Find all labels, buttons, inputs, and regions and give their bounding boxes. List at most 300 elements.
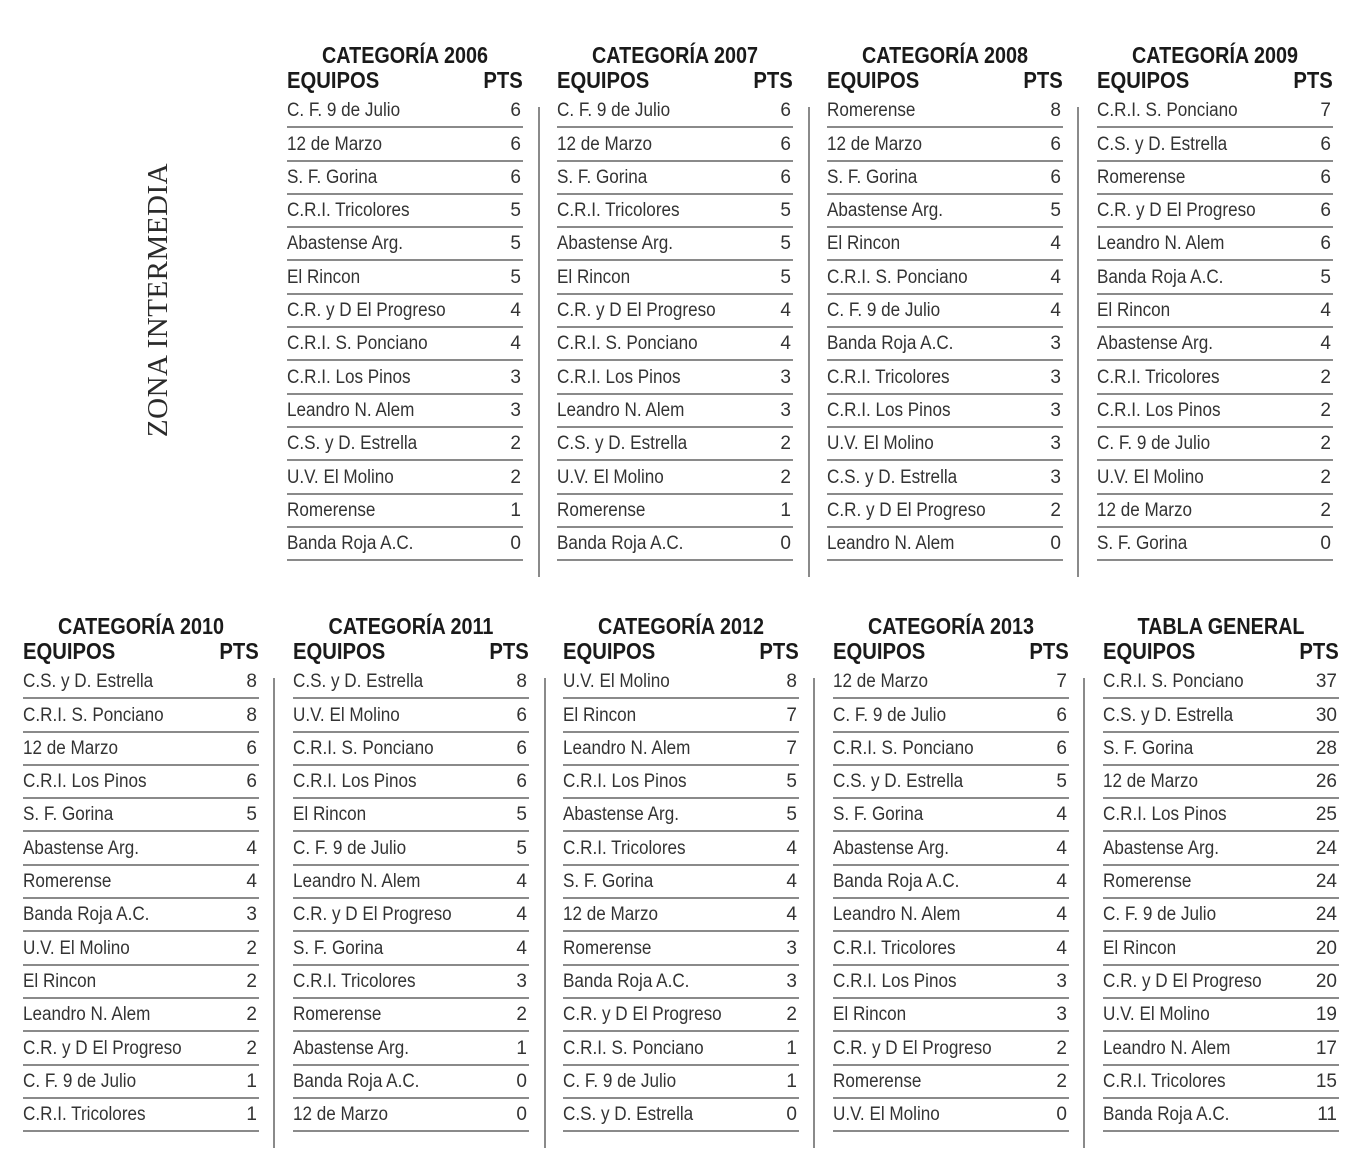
- table-row: [23, 966, 259, 999]
- table-row: [287, 361, 523, 394]
- table-title: TABLA GENERAL: [1137, 613, 1305, 639]
- team-points: 2: [786, 1004, 797, 1026]
- team-points: 6: [1056, 737, 1067, 759]
- team-points: 2: [510, 466, 521, 488]
- team-points: 6: [1320, 200, 1331, 222]
- column-header-pts: PTS: [219, 638, 259, 664]
- team-name: C.R. y D El Progreso: [293, 904, 452, 926]
- table-row: [287, 461, 523, 494]
- team-points: 1: [246, 1104, 257, 1126]
- team-points: 4: [510, 300, 521, 322]
- team-points: 17: [1315, 1037, 1337, 1059]
- table-row: [1097, 95, 1333, 128]
- team-points: 8: [1050, 100, 1061, 122]
- team-name: Banda Roja A.C.: [563, 970, 690, 992]
- team-name: Banda Roja A.C.: [1103, 1104, 1230, 1126]
- team-points: 3: [510, 366, 521, 388]
- team-points: 19: [1315, 1004, 1337, 1026]
- table-row: [827, 328, 1063, 361]
- team-name: U.V. El Molino: [1097, 466, 1204, 488]
- team-name: U.V. El Molino: [827, 433, 934, 455]
- table-row: [293, 899, 529, 932]
- team-name: El Rincon: [557, 266, 631, 288]
- team-name: Leandro N. Alem: [563, 737, 691, 759]
- table-row: [293, 733, 529, 766]
- table-row: [557, 295, 793, 328]
- table-row: [557, 461, 793, 494]
- team-name: 12 de Marzo: [827, 133, 923, 155]
- table-row: [287, 295, 523, 328]
- table-row: [287, 528, 523, 561]
- team-name: S. F. Gorina: [23, 804, 114, 826]
- table-row: [833, 866, 1069, 899]
- team-points: 5: [786, 804, 797, 826]
- team-points: 2: [1056, 1037, 1067, 1059]
- team-points: 4: [516, 937, 527, 959]
- team-name: Romerense: [827, 100, 916, 122]
- table-row: [1103, 832, 1339, 865]
- table-row: [563, 1066, 799, 1099]
- table-row: [563, 766, 799, 799]
- team-points: 30: [1315, 704, 1337, 726]
- separator-line: [273, 678, 275, 1148]
- team-points: 2: [1320, 399, 1331, 421]
- team-points: 4: [1050, 266, 1061, 288]
- team-name: Abastense Arg.: [287, 233, 403, 255]
- table-row: [23, 999, 259, 1032]
- team-name: C.R.I. S. Ponciano: [23, 704, 164, 726]
- team-points: 2: [1050, 499, 1061, 521]
- team-name: C.R.I. Los Pinos: [557, 366, 681, 388]
- team-name: 12 de Marzo: [293, 1104, 389, 1126]
- table-row: [557, 428, 793, 461]
- team-name: S. F. Gorina: [833, 804, 924, 826]
- team-name: C. F. 9 de Julio: [557, 100, 671, 122]
- team-name: 12 de Marzo: [287, 133, 383, 155]
- table-row: [293, 832, 529, 865]
- team-points: 6: [1050, 133, 1061, 155]
- table-body: [1103, 666, 1339, 1132]
- team-points: 5: [1056, 771, 1067, 793]
- table-row: [563, 932, 799, 965]
- team-name: C.R. y D El Progreso: [563, 1004, 722, 1026]
- team-name: Romerense: [1097, 166, 1186, 188]
- team-points: 28: [1315, 737, 1337, 759]
- team-points: 6: [1056, 704, 1067, 726]
- team-points: 8: [516, 671, 527, 693]
- table-title: CATEGORÍA 2009: [1132, 42, 1298, 68]
- team-points: 5: [510, 233, 521, 255]
- team-name: C.S. y D. Estrella: [557, 433, 688, 455]
- table-row: [293, 1032, 529, 1065]
- team-name: C.S. y D. Estrella: [563, 1104, 694, 1126]
- zone-label: ZONA INTERMEDIA: [142, 162, 174, 438]
- table-row: [833, 999, 1069, 1032]
- team-points: 4: [780, 333, 791, 355]
- team-points: 11: [1317, 1104, 1337, 1126]
- team-points: 20: [1315, 970, 1337, 992]
- separator-line: [1083, 678, 1085, 1148]
- table-row: [827, 495, 1063, 528]
- team-points: 6: [780, 100, 791, 122]
- table-row: [1097, 428, 1333, 461]
- team-name: El Rincon: [293, 804, 367, 826]
- team-points: 2: [246, 1004, 257, 1026]
- team-points: 4: [246, 837, 257, 859]
- team-points: 0: [510, 533, 521, 555]
- team-points: 6: [516, 704, 527, 726]
- team-name: C.R.I. S. Ponciano: [557, 333, 698, 355]
- table-body: [827, 95, 1063, 561]
- table-row: [23, 766, 259, 799]
- team-name: El Rincon: [23, 970, 97, 992]
- team-points: 4: [246, 871, 257, 893]
- table-title: CATEGORÍA 2012: [598, 613, 764, 639]
- column-header-equipos: EQUIPOS: [563, 638, 656, 664]
- table-row: [23, 799, 259, 832]
- table-row: [827, 361, 1063, 394]
- table-row: [833, 899, 1069, 932]
- team-name: C. F. 9 de Julio: [293, 837, 407, 859]
- table-row: [563, 1032, 799, 1065]
- table-row: [833, 766, 1069, 799]
- team-name: Leandro N. Alem: [287, 399, 415, 421]
- team-points: 3: [786, 937, 797, 959]
- table-row: [287, 261, 523, 294]
- team-points: 1: [246, 1070, 257, 1092]
- team-points: 3: [516, 970, 527, 992]
- team-points: 4: [786, 837, 797, 859]
- team-name: S. F. Gorina: [1097, 533, 1188, 555]
- team-points: 3: [1050, 433, 1061, 455]
- team-name: 12 de Marzo: [1103, 771, 1199, 793]
- team-name: S. F. Gorina: [287, 166, 378, 188]
- table-row: [557, 528, 793, 561]
- team-points: 6: [780, 166, 791, 188]
- team-name: S. F. Gorina: [827, 166, 918, 188]
- table-row: [557, 195, 793, 228]
- table-row: [1097, 495, 1333, 528]
- team-name: C.R.I. Tricolores: [287, 200, 410, 222]
- team-points: 2: [1320, 466, 1331, 488]
- table-row: [1103, 899, 1339, 932]
- team-name: C.R.I. Los Pinos: [287, 366, 411, 388]
- table-row: [833, 666, 1069, 699]
- table-row: [23, 832, 259, 865]
- team-name: Romerense: [557, 499, 646, 521]
- table-row: [1097, 128, 1333, 161]
- team-points: 6: [246, 737, 257, 759]
- table-row: [23, 1032, 259, 1065]
- team-points: 4: [1056, 937, 1067, 959]
- team-name: U.V. El Molino: [557, 466, 664, 488]
- team-points: 0: [516, 1104, 527, 1126]
- table-row: [833, 799, 1069, 832]
- team-name: C.R. y D El Progreso: [827, 499, 986, 521]
- team-name: C.R. y D El Progreso: [557, 300, 716, 322]
- team-points: 3: [1056, 1004, 1067, 1026]
- team-points: 3: [780, 366, 791, 388]
- team-points: 6: [1320, 233, 1331, 255]
- table-row: [23, 699, 259, 732]
- team-points: 7: [786, 704, 797, 726]
- table-title: CATEGORÍA 2011: [328, 613, 494, 639]
- team-points: 6: [780, 133, 791, 155]
- team-name: Leandro N. Alem: [23, 1004, 151, 1026]
- team-name: C.R.I. Los Pinos: [563, 771, 687, 793]
- table-row: [1103, 966, 1339, 999]
- separator-line: [1077, 107, 1079, 577]
- team-name: Romerense: [833, 1070, 922, 1092]
- team-name: C.R.I. Tricolores: [563, 837, 686, 859]
- team-points: 2: [1320, 433, 1331, 455]
- team-points: 3: [1050, 333, 1061, 355]
- table-row: [833, 832, 1069, 865]
- team-points: 8: [246, 704, 257, 726]
- team-name: C.R.I. Tricolores: [23, 1104, 146, 1126]
- table-row: [293, 799, 529, 832]
- team-points: 4: [1056, 804, 1067, 826]
- team-points: 20: [1315, 937, 1337, 959]
- team-name: C.R.I. S. Ponciano: [563, 1037, 704, 1059]
- table-row: [833, 1099, 1069, 1132]
- team-name: Romerense: [23, 871, 112, 893]
- column-header-pts: PTS: [1299, 638, 1339, 664]
- table-row: [1103, 1099, 1339, 1132]
- team-name: Romerense: [293, 1004, 382, 1026]
- team-name: S. F. Gorina: [563, 871, 654, 893]
- team-points: 4: [1320, 300, 1331, 322]
- column-header-equipos: EQUIPOS: [23, 638, 116, 664]
- team-name: C. F. 9 de Julio: [827, 300, 941, 322]
- table-header: [833, 637, 1069, 665]
- team-points: 4: [510, 333, 521, 355]
- team-name: Leandro N. Alem: [833, 904, 961, 926]
- table-row: [23, 899, 259, 932]
- team-name: C.R.I. Los Pinos: [1097, 399, 1221, 421]
- team-points: 0: [780, 533, 791, 555]
- team-points: 4: [780, 300, 791, 322]
- table-row: [23, 1099, 259, 1132]
- table-row: [287, 195, 523, 228]
- team-name: Leandro N. Alem: [827, 533, 955, 555]
- team-points: 6: [1320, 133, 1331, 155]
- team-points: 8: [246, 671, 257, 693]
- team-name: C.S. y D. Estrella: [1103, 704, 1234, 726]
- team-points: 1: [786, 1037, 797, 1059]
- table-row: [557, 228, 793, 261]
- table-row: [293, 1066, 529, 1099]
- team-points: 4: [1056, 904, 1067, 926]
- team-name: U.V. El Molino: [23, 937, 130, 959]
- table-row: [557, 95, 793, 128]
- team-points: 4: [1050, 300, 1061, 322]
- column-header-equipos: EQUIPOS: [287, 67, 380, 93]
- team-points: 4: [1056, 871, 1067, 893]
- table-row: [557, 162, 793, 195]
- team-name: U.V. El Molino: [1103, 1004, 1210, 1026]
- table-row: [293, 866, 529, 899]
- team-points: 24: [1315, 837, 1337, 859]
- table-row: [833, 1032, 1069, 1065]
- team-name: 12 de Marzo: [833, 671, 929, 693]
- team-name: U.V. El Molino: [293, 704, 400, 726]
- table-row: [557, 361, 793, 394]
- team-points: 5: [510, 200, 521, 222]
- table-row: [1097, 528, 1333, 561]
- table-row: [287, 228, 523, 261]
- table-header: [23, 637, 259, 665]
- separator-line: [544, 678, 546, 1148]
- table-row: [1097, 162, 1333, 195]
- table-row: [293, 1099, 529, 1132]
- team-name: C.R.I. Tricolores: [1103, 1070, 1226, 1092]
- column-header-pts: PTS: [759, 638, 799, 664]
- table-header: [287, 66, 523, 94]
- team-name: C.R.I. S. Ponciano: [827, 266, 968, 288]
- table-row: [1103, 766, 1339, 799]
- table-row: [1097, 261, 1333, 294]
- table-row: [827, 528, 1063, 561]
- table-row: [293, 999, 529, 1032]
- team-points: 5: [516, 837, 527, 859]
- table-row: [557, 495, 793, 528]
- column-header-equipos: EQUIPOS: [827, 67, 920, 93]
- table-row: [293, 966, 529, 999]
- table-row: [827, 461, 1063, 494]
- column-header-pts: PTS: [1293, 67, 1333, 93]
- team-points: 2: [780, 433, 791, 455]
- team-name: C.R.I. S. Ponciano: [833, 737, 974, 759]
- team-points: 3: [510, 399, 521, 421]
- team-points: 3: [1050, 366, 1061, 388]
- table-row: [287, 495, 523, 528]
- team-points: 4: [1056, 837, 1067, 859]
- table-row: [1097, 228, 1333, 261]
- team-name: Abastense Arg.: [293, 1037, 409, 1059]
- team-name: 12 de Marzo: [23, 737, 119, 759]
- table-row: [827, 395, 1063, 428]
- table-row: [1103, 666, 1339, 699]
- table-row: [293, 932, 529, 965]
- team-name: C.R.I. Los Pinos: [1103, 804, 1227, 826]
- column-header-equipos: EQUIPOS: [1097, 67, 1190, 93]
- team-name: C.R. y D El Progreso: [1103, 970, 1262, 992]
- table-row: [1097, 328, 1333, 361]
- column-header-pts: PTS: [753, 67, 793, 93]
- table-row: [833, 699, 1069, 732]
- table-row: [1103, 999, 1339, 1032]
- team-name: C.R. y D El Progreso: [1097, 200, 1256, 222]
- table-body: [563, 666, 799, 1132]
- team-points: 3: [1056, 970, 1067, 992]
- team-points: 5: [786, 771, 797, 793]
- team-points: 5: [1050, 200, 1061, 222]
- table-header: [1103, 637, 1339, 665]
- team-points: 5: [516, 804, 527, 826]
- team-name: U.V. El Molino: [833, 1104, 940, 1126]
- table-row: [287, 95, 523, 128]
- table-header: [563, 637, 799, 665]
- table-body: [293, 666, 529, 1132]
- team-name: C.R.I. Tricolores: [557, 200, 680, 222]
- table-row: [23, 866, 259, 899]
- column-header-equipos: EQUIPOS: [1103, 638, 1196, 664]
- team-points: 4: [786, 904, 797, 926]
- team-name: C.R.I. Tricolores: [827, 366, 950, 388]
- team-points: 15: [1315, 1070, 1337, 1092]
- team-name: C.S. y D. Estrella: [293, 671, 424, 693]
- table-header: [1097, 66, 1333, 94]
- team-points: 2: [1056, 1070, 1067, 1092]
- team-name: Abastense Arg.: [827, 200, 943, 222]
- team-name: C.R.I. Los Pinos: [23, 771, 147, 793]
- team-points: 1: [516, 1037, 527, 1059]
- table-title: CATEGORÍA 2008: [862, 42, 1028, 68]
- team-name: C. F. 9 de Julio: [833, 704, 947, 726]
- table-row: [1103, 866, 1339, 899]
- team-points: 1: [786, 1070, 797, 1092]
- team-name: Leandro N. Alem: [557, 399, 685, 421]
- team-points: 5: [246, 804, 257, 826]
- team-points: 1: [510, 499, 521, 521]
- team-name: C. F. 9 de Julio: [287, 100, 401, 122]
- team-name: Leandro N. Alem: [293, 871, 421, 893]
- separator-line: [538, 107, 540, 577]
- team-name: Leandro N. Alem: [1103, 1037, 1231, 1059]
- table-row: [827, 428, 1063, 461]
- team-name: C.R.I. Los Pinos: [827, 399, 951, 421]
- team-points: 2: [1320, 366, 1331, 388]
- column-header-equipos: EQUIPOS: [833, 638, 926, 664]
- team-points: 4: [786, 871, 797, 893]
- team-name: U.V. El Molino: [287, 466, 394, 488]
- team-points: 37: [1315, 671, 1337, 693]
- table-row: [833, 1066, 1069, 1099]
- table-row: [287, 328, 523, 361]
- table-row: [1103, 1066, 1339, 1099]
- table-row: [287, 395, 523, 428]
- table-row: [23, 1066, 259, 1099]
- team-name: 12 de Marzo: [563, 904, 659, 926]
- table-title: CATEGORÍA 2007: [592, 42, 758, 68]
- team-name: C.S. y D. Estrella: [287, 433, 418, 455]
- team-name: S. F. Gorina: [557, 166, 648, 188]
- table-row: [833, 966, 1069, 999]
- table-row: [23, 932, 259, 965]
- table-row: [557, 261, 793, 294]
- team-points: 0: [786, 1104, 797, 1126]
- team-name: Romerense: [1103, 871, 1192, 893]
- team-name: Abastense Arg.: [563, 804, 679, 826]
- table-row: [563, 1099, 799, 1132]
- team-name: C.R.I. S. Ponciano: [1103, 671, 1244, 693]
- team-points: 2: [780, 466, 791, 488]
- table-row: [1103, 733, 1339, 766]
- table-row: [557, 395, 793, 428]
- table-row: [563, 832, 799, 865]
- team-name: C.R. y D El Progreso: [287, 300, 446, 322]
- team-name: Banda Roja A.C.: [287, 533, 414, 555]
- team-points: 6: [246, 771, 257, 793]
- team-name: 12 de Marzo: [557, 133, 653, 155]
- column-header-pts: PTS: [1023, 67, 1063, 93]
- table-row: [557, 328, 793, 361]
- team-points: 2: [246, 937, 257, 959]
- table-row: [287, 128, 523, 161]
- table-row: [827, 261, 1063, 294]
- table-row: [23, 733, 259, 766]
